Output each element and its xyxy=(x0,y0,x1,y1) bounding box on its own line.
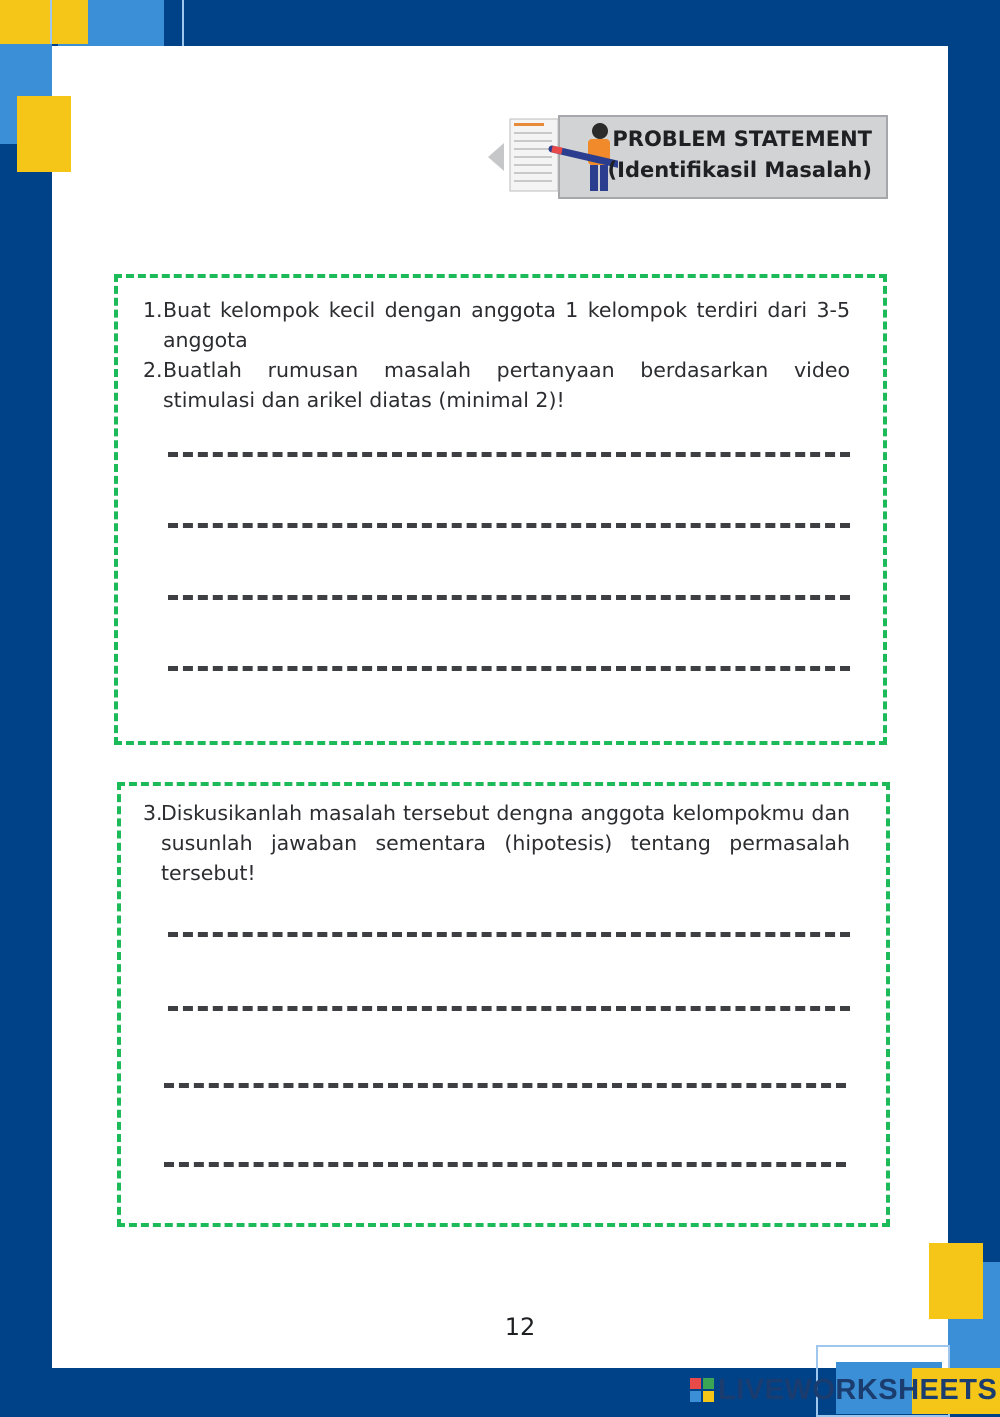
page-number: 12 xyxy=(504,1313,536,1341)
answer-line[interactable] xyxy=(168,595,850,600)
answer-line[interactable] xyxy=(168,452,850,457)
question-text: Diskusikanlah masalah tersebut dengna anggota kelompokmu dan susunlah jawaban sementara (hipotesis) tentang permasalah tersebut! xyxy=(161,801,850,885)
person-with-pencil-and-document-icon xyxy=(508,117,618,199)
question-text: Buat kelompok kecil dengan anggota 1 kelompok terdiri dari 3-5 anggota xyxy=(163,298,850,352)
section-title: PROBLEM STATEMENT xyxy=(612,127,872,151)
question-2 xyxy=(143,355,850,415)
answer-line[interactable] xyxy=(168,1006,850,1011)
tab-arrow-icon xyxy=(488,143,504,171)
question-1 xyxy=(143,295,850,355)
liveworksheets-logo[interactable] xyxy=(690,1372,998,1408)
section-header-tab xyxy=(488,115,888,199)
question-3 xyxy=(143,798,850,888)
question-text: Buatlah rumusan masalah pertanyaan berdasarkan video stimulasi dan arikel diatas (minimal 2)! xyxy=(163,358,850,412)
section-subtitle: (Identifikasil Masalah) xyxy=(607,158,872,182)
answer-line[interactable] xyxy=(164,1162,846,1167)
answer-line[interactable] xyxy=(168,666,850,671)
brand-name: LIVEWORKSHEETS xyxy=(718,1374,998,1406)
question-number: 3. xyxy=(143,801,163,825)
answer-line[interactable] xyxy=(168,932,850,937)
corner-decor-yellow-bottom xyxy=(929,1243,983,1319)
corner-decor-yellow-left-overlay xyxy=(17,96,71,172)
answer-line[interactable] xyxy=(168,523,850,528)
answer-line[interactable] xyxy=(164,1083,846,1088)
question-number: 2. xyxy=(143,358,163,382)
question-number: 1. xyxy=(143,298,163,322)
liveworksheets-logo-icon xyxy=(690,1378,714,1402)
